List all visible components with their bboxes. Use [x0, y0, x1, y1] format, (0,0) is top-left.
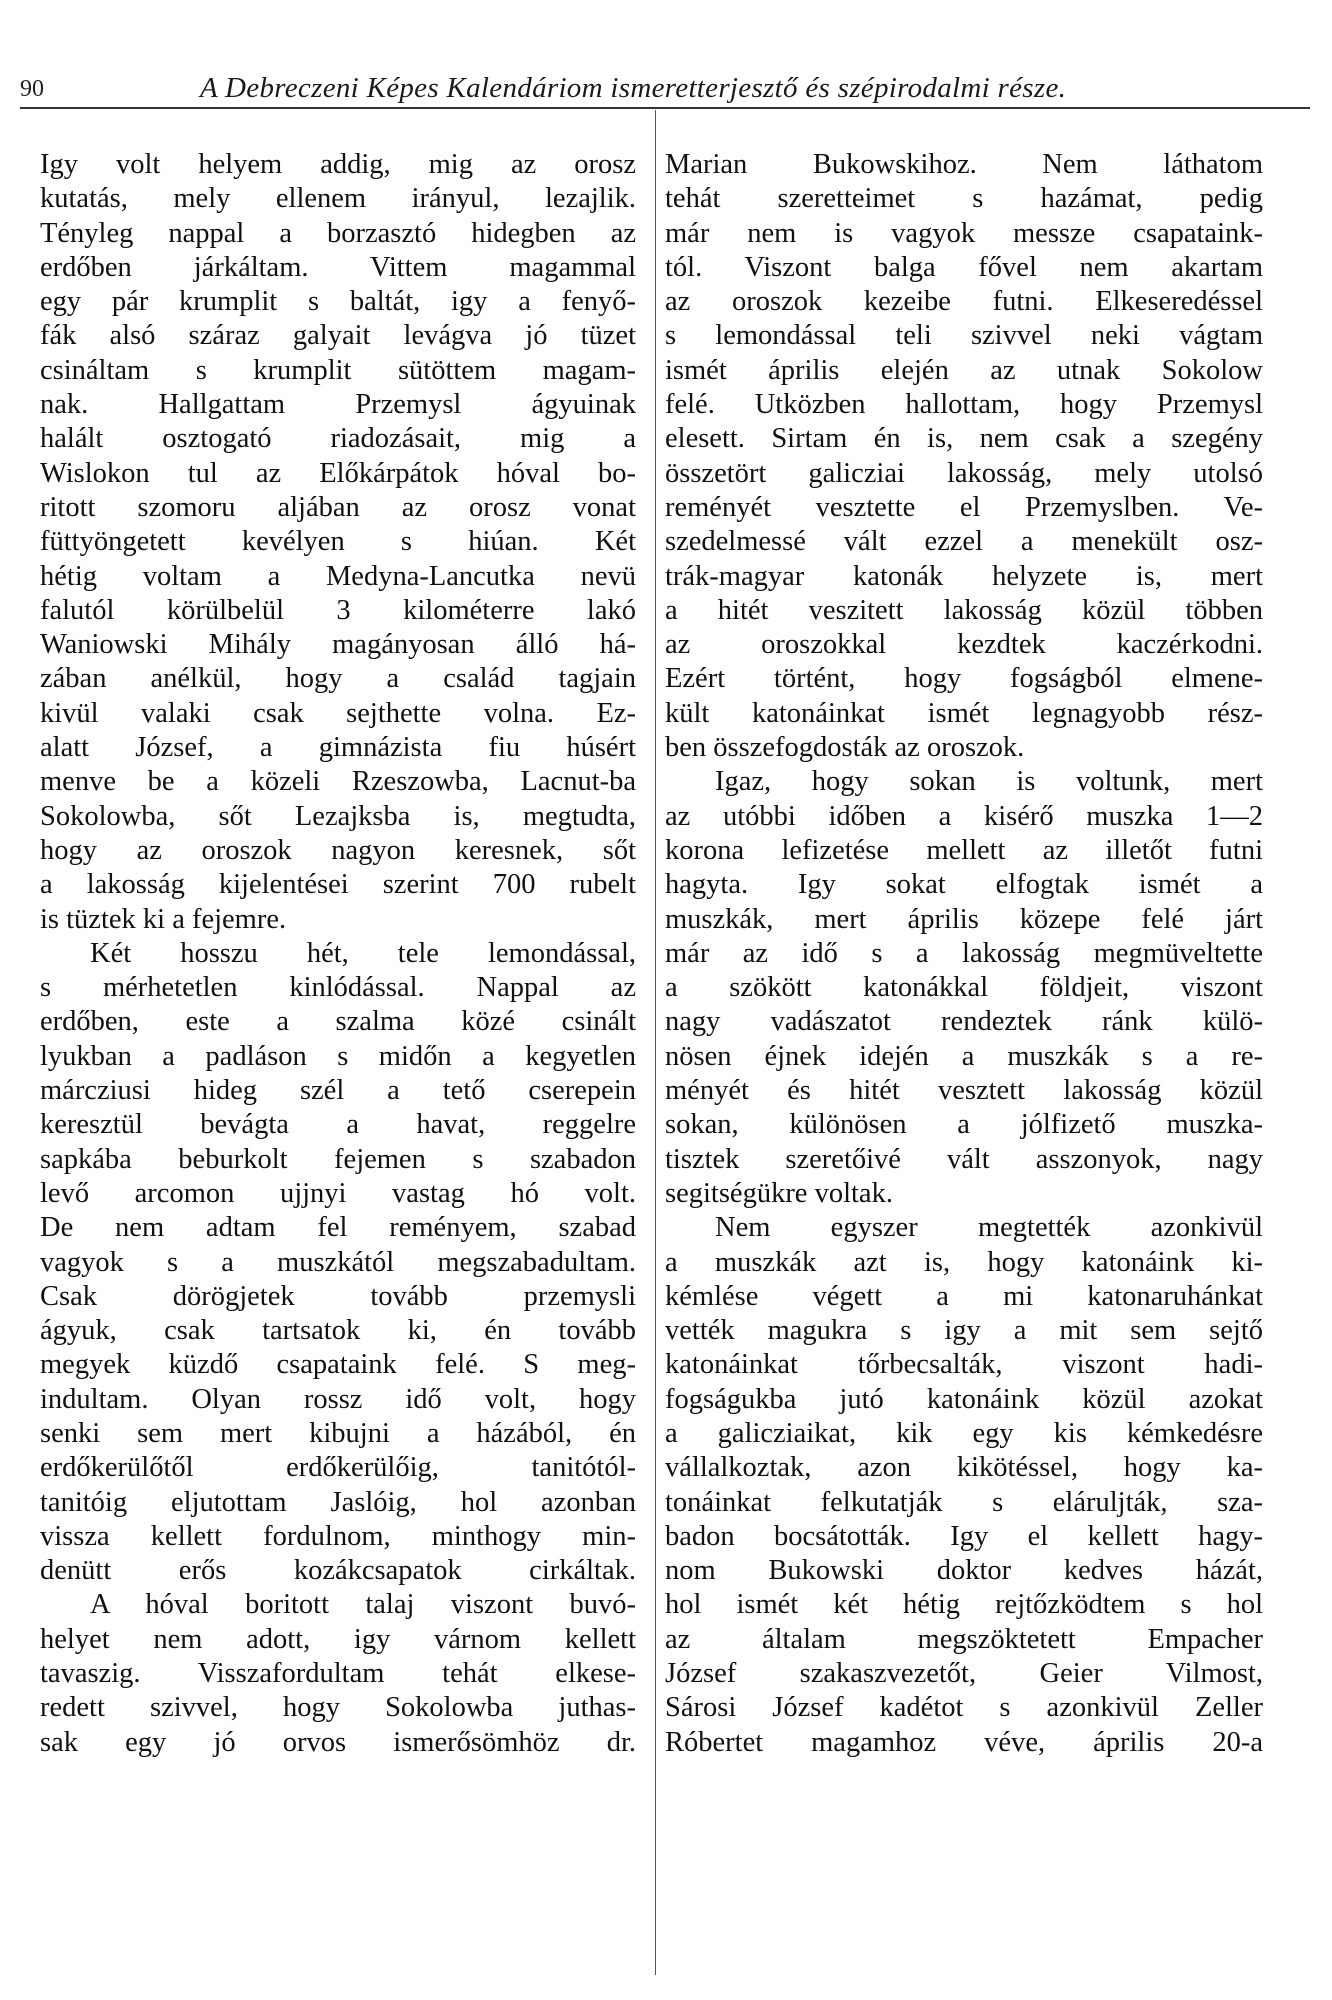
text-line: ritott szomoru aljában az orosz vonat: [40, 491, 636, 523]
text-line: az oroszok kezeibe futni. Elkeseredéssel: [665, 286, 1263, 318]
text-line: tonáinkat felkutatják s eláruljták, sza-: [665, 1486, 1263, 1518]
text-line: ismét április elején az utnak Sokolow: [665, 354, 1263, 386]
text-line: helyet nem adott, igy várnom kellett: [40, 1623, 636, 1655]
text-line: hogy az oroszok nagyon keresnek, sőt: [40, 834, 636, 866]
text-line: lyukban a padláson s midőn a kegyetlen: [40, 1040, 636, 1072]
text-line: vették magukra s igy a mit sem sejtő: [665, 1315, 1263, 1347]
text-line: Tényleg nappal a borzasztó hidegben az: [40, 217, 636, 249]
text-line: sapkába beburkolt fejemen s szabadon: [40, 1143, 636, 1175]
text-line: szedelmessé vált ezzel a menekült osz-: [665, 526, 1263, 558]
text-line: levő arcomon ujjnyi vastag hó volt.: [40, 1177, 636, 1209]
text-line: hagyta. Igy sokat elfogtak ismét a: [665, 869, 1263, 901]
text-line: nösen éjnek idején a muszkák s a re-: [665, 1040, 1263, 1072]
text-line: vállalkoztak, azon kikötéssel, hogy ka-: [665, 1452, 1263, 1484]
text-line: fogságukba jutó katonáink közül azokat: [665, 1383, 1263, 1415]
text-line: muszkák, mert április közepe felé járt: [665, 903, 1263, 935]
text-line: Igy volt helyem addig, mig az orosz: [40, 149, 636, 180]
text-line: a hitét veszitett lakosság közül többen: [665, 594, 1263, 626]
text-line: az oroszokkal kezdtek kaczérkodni.: [665, 629, 1263, 661]
text-line: az utóbbi időben a kisérő muszka 1—2: [665, 800, 1263, 832]
running-title: A Debreczeni Képes Kalendáriom ismeretterjesztő és szépirodalmi része.: [200, 72, 1067, 104]
text-line: nagy vadászatot rendeztek ránk külö-: [665, 1006, 1263, 1038]
text-line: Ezért történt, hogy fogságból elmene-: [665, 663, 1263, 695]
text-line: is tüztek ki a fejemre.: [40, 903, 287, 935]
text-line: kémlése végett a mi katonaruhánkat: [665, 1280, 1263, 1312]
header-rule: [20, 107, 1310, 109]
text-line: csináltam s krumplit sütöttem magam-: [40, 354, 636, 386]
text-line: tól. Viszont balga fővel nem akartam: [665, 251, 1263, 283]
text-line: füttyöngetett kevélyen s hiúan. Két: [40, 526, 636, 558]
text-line: menve be a közeli Rzeszowba, Lacnut-ba: [40, 766, 636, 798]
text-line: tehát szeretteimet s hazámat, pedig: [665, 183, 1263, 215]
text-line: a szökött katonákkal földjeit, viszont: [665, 972, 1263, 1004]
text-line: zában anélkül, hogy a család tagjain: [40, 663, 636, 695]
text-line: Waniowski Mihály magányosan álló há-: [40, 629, 636, 661]
text-line: elesett. Sirtam én is, nem csak a szegény: [665, 423, 1263, 455]
text-line: tavaszig. Visszafordultam tehát elkese-: [40, 1658, 636, 1690]
text-line: ágyuk, csak tartsatok ki, én tovább: [40, 1315, 636, 1347]
text-line: fák alsó száraz galyait levágva jó tüzet: [40, 320, 636, 352]
text-line: kutatás, mely ellenem irányul, lezajlik.: [40, 183, 636, 215]
text-line: ményét és hitét vesztett lakosság közül: [665, 1075, 1263, 1107]
text-line: József szakaszvezetőt, Geier Vilmost,: [665, 1658, 1263, 1690]
text-line: s mérhetetlen kinlódással. Nappal az: [40, 972, 636, 1004]
right-column: [665, 148, 1263, 1760]
text-line: nom Bukowski doktor kedves házát,: [665, 1555, 1263, 1587]
text-line: A hóval boritott talaj viszont buvó-: [90, 1589, 636, 1621]
text-line: indultam. Olyan rossz idő volt, hogy: [40, 1383, 636, 1415]
column-divider: [655, 110, 656, 1975]
page-number: 90: [20, 76, 44, 102]
text-line: erdőben járkáltam. Vittem magammal: [40, 251, 636, 283]
text-line: márcziusi hideg szél a tető cserepein: [40, 1075, 636, 1107]
text-line: katonáinkat tőrbecsalták, viszont hadi-: [665, 1349, 1263, 1381]
text-line: Csak dörögjetek tovább przemysli: [40, 1280, 636, 1312]
text-line: összetört galicziai lakosság, mely utolsó: [665, 457, 1263, 489]
running-header: [0, 0, 1332, 118]
text-line: Marian Bukowskihoz. Nem láthatom: [665, 149, 1263, 180]
text-line: Róbertet magamhoz véve, április 20-a: [665, 1726, 1263, 1758]
text-line: nak. Hallgattam Przemysl ágyuinak: [40, 389, 636, 421]
text-line: kivül valaki csak sejthette volna. Ez-: [40, 697, 636, 729]
text-line: már nem is vagyok messze csapataink-: [665, 217, 1263, 249]
text-line: falutól körülbelül 3 kilométerre lakó: [40, 594, 636, 626]
text-line: sak egy jó orvos ismerősömhöz dr.: [40, 1726, 636, 1758]
text-line: vissza kellett fordulnom, minthogy min-: [40, 1520, 636, 1552]
text-line: erdőkerülőtől erdőkerülőig, tanitótól-: [40, 1452, 636, 1484]
text-line: vagyok s a muszkától megszabadultam.: [40, 1246, 636, 1278]
text-line: hol ismét két hétig rejtőzködtem s hol: [665, 1589, 1263, 1621]
text-line: kült katonáinkat ismét legnagyobb rész-: [665, 697, 1263, 729]
text-line: Két hosszu hét, tele lemondással,: [90, 937, 636, 969]
text-line: halált osztogató riadozásait, mig a: [40, 423, 636, 455]
text-line: a muszkák azt is, hogy katonáink ki-: [665, 1246, 1263, 1278]
text-line: a lakosság kijelentései szerint 700 rubelt: [40, 869, 636, 901]
text-line: alatt József, a gimnázista fiu húsért: [40, 732, 636, 764]
text-line: denütt erős kozákcsapatok cirkáltak.: [40, 1555, 636, 1587]
text-line: badon bocsátották. Igy el kellett hagy-: [665, 1520, 1263, 1552]
text-line: Sokolowba, sőt Lezajksba is, megtudta,: [40, 800, 636, 832]
text-line: Wislokon tul az Előkárpátok hóval bo-: [40, 457, 636, 489]
text-line: Igaz, hogy sokan is voltunk, mert: [715, 766, 1263, 798]
text-line: segitségükre voltak.: [665, 1177, 893, 1209]
text-line: a galicziaikat, kik egy kis kémkedésre: [665, 1417, 1263, 1449]
text-line: erdőben, este a szalma közé csinált: [40, 1006, 636, 1038]
text-line: keresztül bevágta a havat, reggelre: [40, 1109, 636, 1141]
text-line: s lemondással teli szivvel neki vágtam: [665, 320, 1263, 352]
text-line: tanitóig eljutottam Jaslóig, hol azonban: [40, 1486, 636, 1518]
text-line: korona lefizetése mellett az illetőt futni: [665, 834, 1263, 866]
text-line: Sárosi József kadétot s azonkivül Zeller: [665, 1692, 1263, 1724]
left-column: [40, 148, 636, 1760]
text-line: redett szivvel, hogy Sokolowba juthas-: [40, 1692, 636, 1724]
text-line: senki sem mert kibujni a házából, én: [40, 1417, 636, 1449]
text-line: ben összefogdosták az oroszok.: [665, 732, 1025, 764]
text-line: De nem adtam fel reményem, szabad: [40, 1212, 636, 1244]
text-line: az általam megszöktetett Empacher: [665, 1623, 1263, 1655]
text-line: sokan, különösen a jólfizető muszka-: [665, 1109, 1263, 1141]
text-line: felé. Utközben hallottam, hogy Przemysl: [665, 389, 1263, 421]
text-line: már az idő s a lakosság megmüveltette: [665, 937, 1263, 969]
text-line: tisztek szeretőivé vált asszonyok, nagy: [665, 1143, 1263, 1175]
text-line: reményét vesztette el Przemyslben. Ve-: [665, 491, 1263, 523]
text-line: trák-magyar katonák helyzete is, mert: [665, 560, 1263, 592]
text-line: egy pár krumplit s baltát, igy a fenyő-: [40, 286, 636, 318]
text-line: megyek küzdő csapataink felé. S meg-: [40, 1349, 636, 1381]
text-line: hétig voltam a Medyna-Lancutka nevü: [40, 560, 636, 592]
text-line: Nem egyszer megtették azonkivül: [715, 1212, 1263, 1244]
